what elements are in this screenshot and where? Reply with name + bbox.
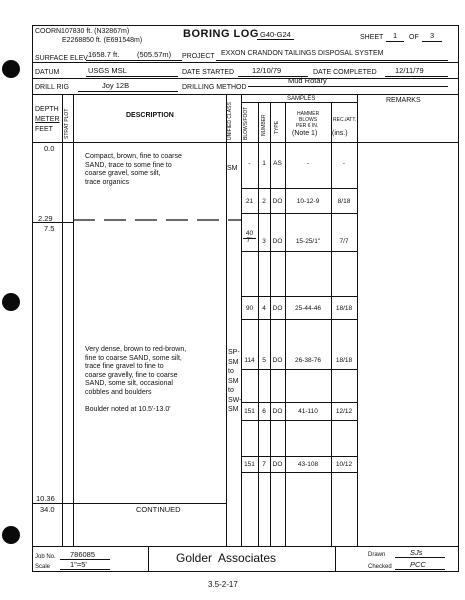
sample-2-number: 2 — [262, 198, 266, 205]
punch-hole-bottom — [2, 526, 20, 544]
class-layer1: SM — [227, 165, 238, 172]
depth-top: 0.0 — [44, 144, 55, 153]
header-samples: SAMPLES — [287, 96, 316, 102]
depth-layer1-meter: 2.29 — [38, 214, 53, 223]
description-layer2: Very dense, brown to red-brown, fine to coarse SAND, some silt, trace fine gravel to fine to coarse gravelly, fine to coarse SAND, some silt, occasional cobbles and boulders — [85, 346, 187, 396]
sample-2-rule — [241, 213, 357, 214]
date-completed-line — [385, 76, 448, 77]
sample-1-type: AS — [273, 160, 282, 167]
header-per-6in: PER 6 IN. — [296, 123, 319, 129]
sample-3-blows-slash — [243, 238, 256, 239]
surface-elev-line — [86, 60, 182, 61]
sample-4-rule — [241, 319, 357, 320]
header-blows: BLOWS — [299, 117, 318, 123]
scale-line — [60, 569, 110, 570]
sample-6-rule — [241, 420, 357, 421]
sample-7-rec: 10/12 — [335, 461, 353, 468]
sample-3-rule — [241, 251, 357, 252]
punch-hole-middle — [2, 293, 20, 311]
drawn-label: Drawn — [368, 552, 386, 558]
sample-1-number: 1 — [262, 160, 266, 167]
sample-7-hammer: 43-108 — [297, 461, 319, 468]
drilling-method-label: DRILLING METHOD — [182, 84, 247, 91]
header-depth: DEPTH — [35, 106, 59, 113]
col-divider-number — [270, 102, 271, 546]
date-completed-label: DATE COMPLETED — [313, 69, 377, 76]
sample-5-rec: 18/18 — [335, 357, 353, 364]
page-number: 3.5-2-17 — [208, 580, 238, 589]
sample-5-blows: 114 — [244, 357, 255, 364]
sample-4-rec: 18/18 — [335, 305, 353, 312]
surface-elev-value: 1658.7 ft. — [88, 50, 120, 59]
sample-3-number: 3 — [262, 238, 266, 245]
header-feet: FEET — [35, 126, 53, 133]
sample-4-type: DO — [272, 305, 283, 312]
date-completed-value: 12/11/79 — [395, 66, 424, 75]
sample-6-hammer: 41-110 — [298, 408, 318, 415]
col-divider-depth — [62, 94, 63, 546]
sample-1-rule — [241, 188, 357, 189]
header-description: DESCRIPTION — [126, 112, 174, 119]
sample-3-blows: 40 7" — [245, 230, 254, 244]
sample-2-blows: 21 — [245, 198, 254, 205]
drilling-method-line — [248, 86, 448, 87]
header-remarks: REMARKS — [386, 97, 421, 104]
sample-7-rule — [241, 472, 357, 473]
depth-bottom-meter: 10.36 — [36, 494, 55, 503]
drill-rig-value: Joy 12B — [102, 81, 130, 90]
scale-label: Scale — [35, 564, 51, 570]
table-top-rule — [32, 94, 459, 95]
header-meter: METER — [35, 116, 60, 123]
boring-log-title: BORING LOG — [183, 28, 259, 40]
sample-6-rec: 12/12 — [335, 408, 353, 415]
coord-north: N107830 ft. (N32867m) — [56, 28, 130, 35]
of-label: OF — [409, 34, 419, 41]
header-rule-2 — [32, 78, 459, 79]
header-strat-plot: STRAT PLOT — [64, 108, 70, 139]
header-rec-att: REC./ATT. — [333, 117, 357, 123]
table-bottom-rule — [32, 546, 459, 547]
coord-label: COOR. — [35, 28, 58, 35]
sample-1-hammer: - — [306, 160, 310, 167]
sample-3-rec: 7/7 — [339, 238, 349, 245]
sample-7-type: DO — [272, 461, 283, 468]
sample-6-type: DO — [272, 408, 283, 415]
col-divider-strat — [73, 94, 74, 546]
project-label: PROJECT — [182, 53, 215, 60]
log-id: G40-G24 — [257, 30, 294, 40]
scale-value: 1"=5' — [70, 560, 87, 569]
date-started-value: 12/10/79 — [252, 66, 282, 75]
header-rule-1 — [32, 62, 459, 63]
sample-5-rule — [241, 369, 357, 370]
drill-rig-line — [78, 91, 178, 92]
surface-elev-label: SURFACE ELEV — [35, 55, 88, 62]
sample-2-hammer: 10-12-9 — [296, 198, 320, 205]
checked-label: Checked — [368, 564, 392, 570]
sample-5-number: 5 — [262, 357, 266, 364]
sample-4-blows: 90 — [245, 305, 254, 312]
header-hammer: HAMMER — [297, 111, 320, 117]
header-type: TYPE — [274, 120, 280, 134]
drawn-value: SJs — [410, 548, 423, 557]
punch-hole-top — [2, 60, 20, 78]
sheet-number-line — [386, 41, 404, 42]
sheet-total: 3 — [430, 31, 435, 40]
description-layer1: Compact, brown, fine to coarse SAND, trace to some fine to coarse gravel, some silt, trace organics — [85, 153, 182, 186]
header-unified-class: UNIFIED CLASS — [227, 102, 233, 140]
sample-5-hammer: 26-38-76 — [294, 357, 322, 364]
datum-label: DATUM — [35, 69, 60, 76]
sample-3-hammer: 15-25/1" — [295, 238, 321, 245]
datum-value: USGS MSL — [88, 66, 127, 75]
depth-bottom-feet: 34.0 — [40, 505, 55, 514]
sample-6-number: 6 — [262, 408, 266, 415]
col-divider-blows — [258, 102, 259, 546]
drilling-method-value: Mud Rotary — [288, 76, 327, 85]
sample-6-blows: 151 — [244, 408, 255, 415]
drill-rig-label: DRILL RIG — [35, 84, 69, 91]
sample-6-top-rule — [241, 402, 357, 403]
depth-layer1-feet: 7.5 — [44, 224, 55, 233]
coord-east: E2268850 ft. (E691548m) — [62, 37, 143, 44]
sample-4-top-rule — [241, 296, 357, 297]
sample-4-hammer: 25-44-46 — [294, 305, 322, 312]
header-blows-foot: BLOWS/FOOT — [243, 106, 249, 140]
sample-7-number: 7 — [262, 461, 266, 468]
sheet-label: SHEET — [360, 34, 384, 41]
sheet-total-line — [422, 41, 442, 42]
col-divider-hammer — [331, 102, 332, 546]
sample-1-rec: - — [342, 160, 346, 167]
sample-5-type: DO — [272, 357, 283, 364]
col-divider-rec — [357, 94, 358, 546]
table-header-bottom-rule — [32, 142, 459, 143]
job-no-value: 786085 — [70, 550, 96, 559]
depth-bottom-rule — [33, 503, 227, 504]
sample-4-number: 4 — [262, 305, 266, 312]
sample-3-type: DO — [272, 238, 283, 245]
project-line — [216, 60, 448, 61]
header-ins: (ins.) — [332, 130, 348, 137]
job-no-label: Job No. — [35, 554, 56, 560]
sample-7-top-rule — [241, 456, 357, 457]
boulder-note: Boulder noted at 10.5'-13.0' — [85, 406, 171, 413]
date-started-label: DATE STARTED — [182, 69, 235, 76]
continued-label: CONTINUED — [136, 505, 181, 514]
sample-1-blows: - — [248, 160, 251, 167]
col-divider-type — [285, 102, 286, 546]
drawn-line — [395, 557, 445, 558]
sample-2-rec: 8/18 — [337, 198, 351, 205]
sample-7-blows: 151 — [244, 461, 255, 468]
sheet-number: 1 — [393, 31, 398, 40]
footer-divider-right — [335, 546, 336, 572]
checked-line — [395, 569, 445, 570]
checked-value: PCC — [410, 560, 426, 569]
class-layer2: SP- SM to SM to SW- SM — [228, 349, 242, 413]
surface-elev-metric: (505.57m) — [137, 50, 172, 59]
header-number: NUMBER — [261, 114, 267, 136]
header-note: (Note 1) — [292, 130, 318, 137]
datum-line — [86, 76, 178, 77]
footer-divider-left — [148, 546, 149, 572]
project-value: EXXON CRANDON TAILINGS DISPOSAL SYSTEM — [221, 50, 384, 57]
layer-boundary-dashed — [73, 214, 241, 226]
company-name: Golder Associates — [176, 551, 277, 565]
col-divider-desc — [226, 94, 227, 546]
depth-layer1-rule — [33, 222, 73, 223]
sample-2-type: DO — [272, 198, 283, 205]
